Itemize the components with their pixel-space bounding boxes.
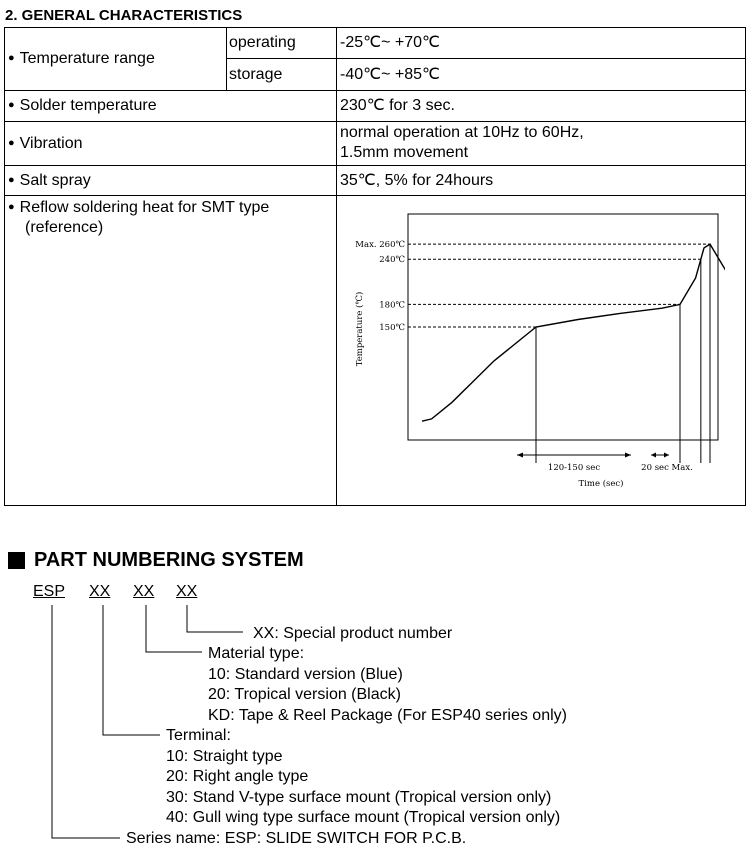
reflow-label-line2: (reference) xyxy=(25,219,104,236)
code-terminal: XX xyxy=(89,583,111,600)
storage-label: storage xyxy=(229,66,283,83)
arrow-head xyxy=(625,453,631,458)
y-tick-label: 180℃ xyxy=(379,300,405,311)
section-marker-square xyxy=(8,552,25,569)
vibration-label: ● Vibration xyxy=(8,134,83,155)
terminal-item: 40: Gull wing type surface mount (Tropical version only) xyxy=(166,809,561,826)
vibration-value-line2: 1.5mm movement xyxy=(340,144,469,161)
storage-value: -40℃~ +85℃ xyxy=(340,66,440,83)
material-item: 20: Tropical version (Black) xyxy=(208,686,401,703)
arrow-head xyxy=(517,453,523,458)
terminal-heading: Terminal: xyxy=(166,727,231,744)
terminal-item: 10: Straight type xyxy=(166,748,283,765)
table-divider xyxy=(226,58,746,59)
terminal-item: 20: Right angle type xyxy=(166,768,309,785)
material-item: KD: Tape & Reel Package (For ESP40 series only) xyxy=(208,707,567,724)
table-divider xyxy=(4,195,746,196)
y-tick-label: 150℃ xyxy=(379,323,405,333)
table-divider xyxy=(4,121,746,122)
temperature-range-label: ● Temperature range xyxy=(8,49,155,70)
duration-label-2: 20 sec Max. xyxy=(641,463,693,473)
table-border-top xyxy=(4,27,746,28)
special-product-text: XX: Special product number xyxy=(253,625,453,642)
y-tick-label: 240℃ xyxy=(379,255,405,266)
y-axis-label: Temperature (℃) xyxy=(355,291,365,367)
code-special: XX xyxy=(176,583,198,600)
code-material: XX xyxy=(133,583,155,600)
table-divider xyxy=(4,90,746,91)
operating-value: -25℃~ +70℃ xyxy=(340,34,440,51)
table-divider xyxy=(336,27,337,506)
series-name-text: Series name: ESP: SLIDE SWITCH FOR P.C.B. xyxy=(126,830,467,847)
section-title-part-numbering: PART NUMBERING SYSTEM xyxy=(34,549,304,571)
table-border-right xyxy=(745,27,746,506)
section-title-general: 2. GENERAL CHARACTERISTICS xyxy=(5,7,243,24)
arrow-head xyxy=(651,453,656,458)
material-type-heading: Material type: xyxy=(208,645,305,662)
table-divider xyxy=(226,27,227,90)
salt-spray-label: ● Salt spray xyxy=(8,171,91,192)
x-axis-label: Time (sec) xyxy=(578,479,624,489)
y-tick-label: Max. 260℃ xyxy=(355,240,405,251)
reflow-label-line1: ● Reflow soldering heat for SMT type xyxy=(8,198,269,219)
material-item: 10: Standard version (Blue) xyxy=(208,666,403,683)
code-series: ESP xyxy=(33,583,66,600)
salt-spray-value: 35℃, 5% for 24hours xyxy=(340,172,494,189)
chart-guides xyxy=(408,244,710,463)
terminal-item: 30: Stand V-type surface mount (Tropical version only) xyxy=(166,789,552,806)
table-border-left xyxy=(4,27,5,506)
operating-label: operating xyxy=(229,34,296,51)
arrow-head xyxy=(664,453,669,458)
solder-temperature-label: ● Solder temperature xyxy=(8,96,157,117)
table-divider xyxy=(4,165,746,166)
reflow-profile-chart xyxy=(345,205,725,500)
vibration-value-line1: normal operation at 10Hz to 60Hz, xyxy=(340,124,584,141)
table-border-bottom xyxy=(4,505,746,506)
duration-label-1: 120-150 sec xyxy=(547,463,601,473)
solder-temperature-value: 230℃ for 3 sec. xyxy=(340,97,455,114)
